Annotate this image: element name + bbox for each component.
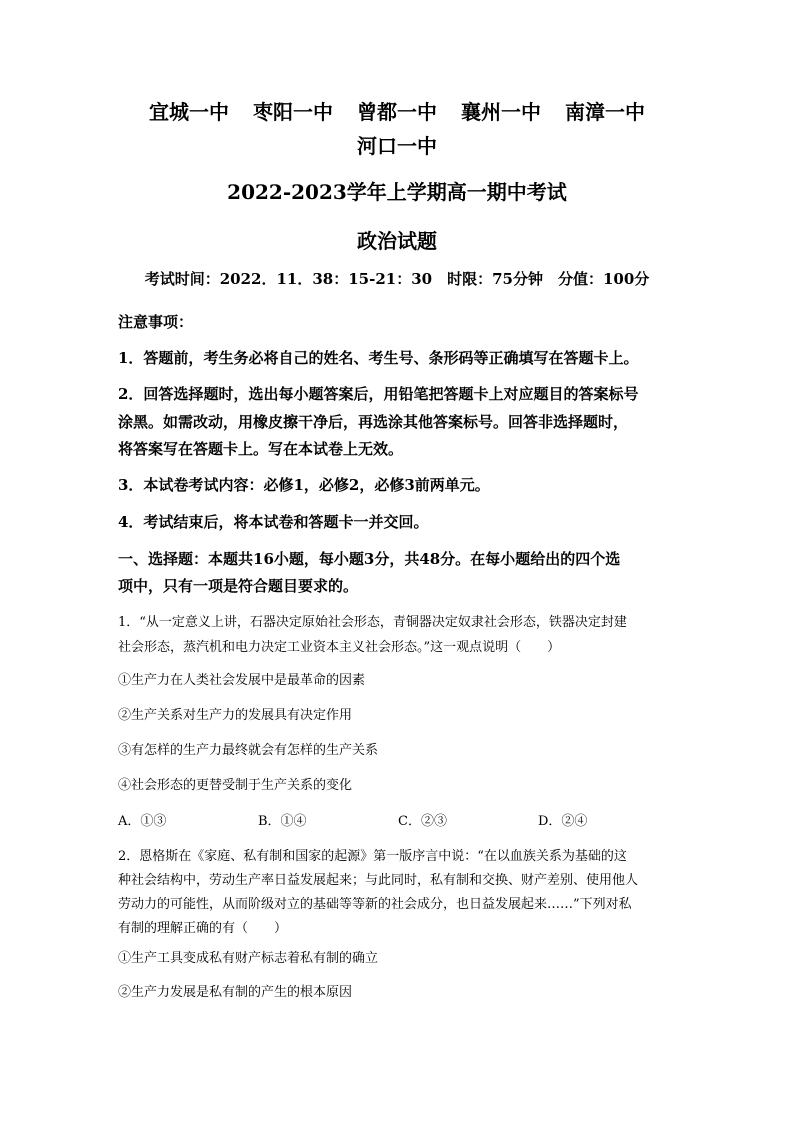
subject-title: 政治试题 bbox=[357, 229, 437, 253]
note-item: 涂黑。如需改动，用橡皮擦干净后，再选涂其他答案标号。回答非选择题时， bbox=[118, 413, 629, 431]
school-name: 南漳一中 bbox=[565, 100, 645, 124]
question-stem: 社会形态，蒸汽机和电力决定工业资本主义社会形态。”这一观点说明（ ） bbox=[118, 640, 561, 655]
question-stem: 劳动力的可能性，从而阶级对立的基础等等新的社会成分，也日益发展起来……”下列对私 bbox=[118, 897, 632, 912]
note-item: 1．答题前，考生务必将自己的姓名、考生号、条形码等正确填写在答题卡上。 bbox=[118, 349, 639, 367]
question-statement: ④社会形态的更替受制于生产关系的变化 bbox=[118, 778, 353, 793]
question-stem: 1．“从一定意义上讲，石器决定原始社会形态，青铜器决定奴隶社会形态，铁器决定封建 bbox=[118, 615, 627, 630]
section-heading: 项中，只有一项是符合题目要求的。 bbox=[118, 577, 359, 595]
answer-option-b: B．①④ bbox=[258, 814, 307, 829]
school-list bbox=[0, 96, 794, 125]
question-stem: 种社会结构中，劳动生产率日益发展起来；与此同时，私有制和交换、财产差别、使用他人 bbox=[118, 873, 639, 888]
question-stem: 有制的理解正确的有（ ） bbox=[118, 921, 288, 936]
question-stem: 2．恩格斯在《家庭、私有制和国家的起源》第一版序言中说：“在以血族关系为基础的这 bbox=[118, 849, 627, 864]
school-name: 宜城一中 bbox=[149, 100, 229, 124]
question-statement: ②生产力发展是私有制的产生的根本原因 bbox=[118, 985, 353, 1000]
note-item: 2．回答选择题时，选出每小题答案后，用铅笔把答题卡上对应题目的答案标号 bbox=[118, 385, 639, 403]
note-item: 将答案写在答题卡上。写在本试卷上无效。 bbox=[118, 440, 404, 458]
answer-option-d: D．②④ bbox=[538, 814, 588, 829]
notes-title: 注意事项： bbox=[118, 313, 194, 331]
school-name: 襄州一中 bbox=[461, 100, 541, 124]
school-name-line2: 河口一中 bbox=[357, 134, 437, 158]
answer-option-a: A．①③ bbox=[118, 814, 167, 829]
exam-title: 2022-2023学年上学期高一期中考试 bbox=[227, 180, 567, 204]
note-item: 3．本试卷考试内容：必修1，必修2，必修3前两单元。 bbox=[118, 476, 490, 494]
school-name: 曾都一中 bbox=[357, 100, 437, 124]
section-heading: 一、选择题：本题共16小题，每小题3分，共48分。在每小题给出的四个选 bbox=[118, 550, 621, 568]
note-item: 4．考试结束后，将本试卷和答题卡一并交回。 bbox=[118, 513, 429, 531]
answer-option-c: C．②③ bbox=[398, 814, 447, 829]
exam-info: 考试时间：2022．11．38：15-21：30 时限：75分钟 分值：100分 bbox=[144, 270, 650, 288]
school-name: 枣阳一中 bbox=[253, 100, 333, 124]
question-statement: ①生产力在人类社会发展中是最革命的因素 bbox=[118, 673, 366, 688]
question-statement: ①生产工具变成私有财产标志着私有制的确立 bbox=[118, 951, 379, 966]
question-statement: ③有怎样的生产力最终就会有怎样的生产关系 bbox=[118, 743, 379, 758]
question-statement: ②生产关系对生产力的发展具有决定作用 bbox=[118, 708, 353, 723]
